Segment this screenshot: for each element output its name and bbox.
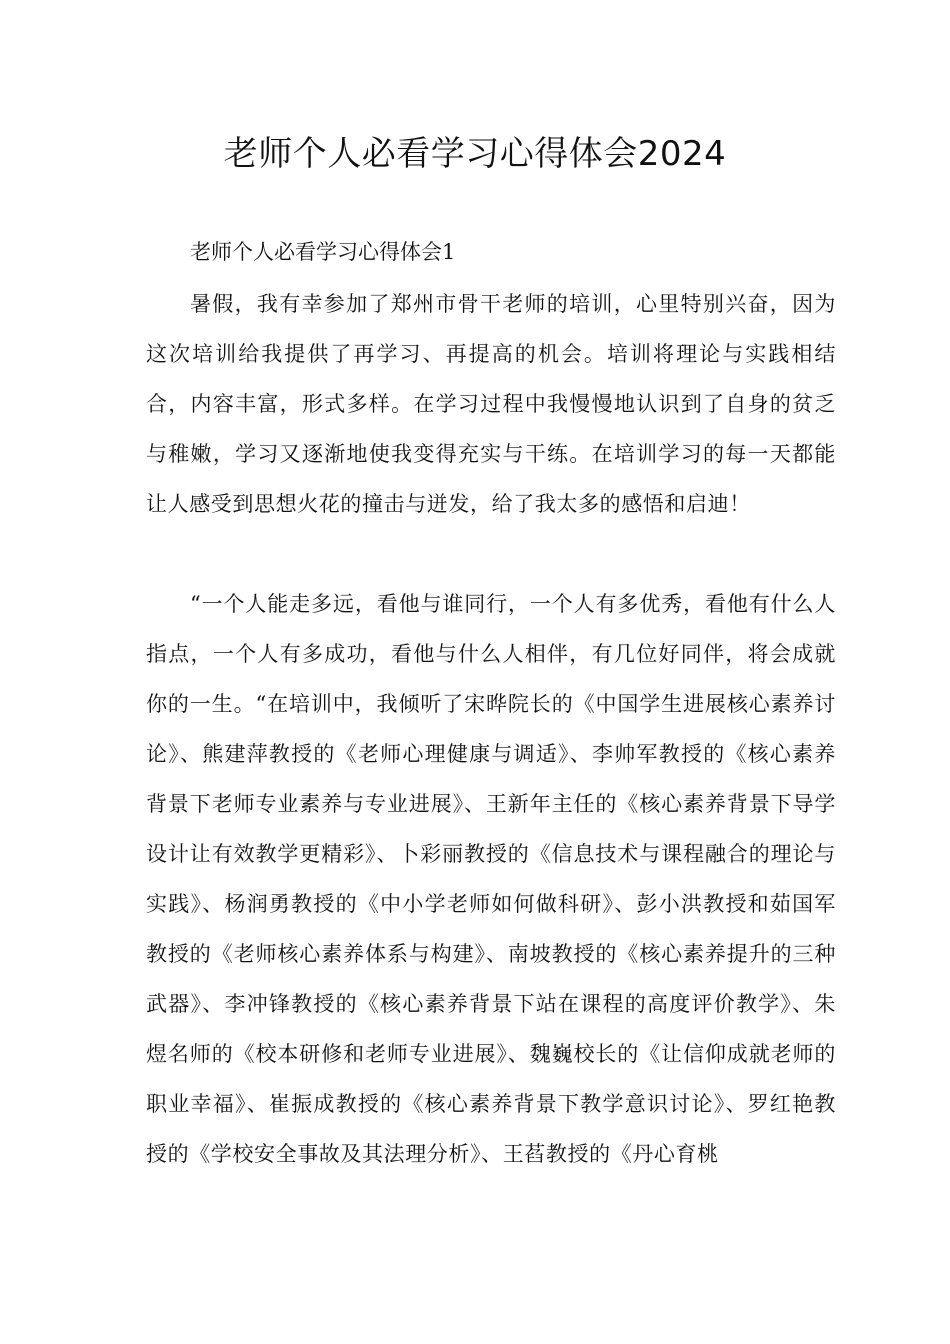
- section-heading: 老师个人必看学习心得体会1: [190, 240, 456, 264]
- body-paragraph-2: “一个人能走多远，看他与谁同行，一个人有多优秀，看他有什么人指点，一个人有多成功，看他与什么人相伴，有几位好同伴，将会成就你的一生。“在培训中，我倾听了宋晔院长的《中国学生进展核心素养讨论》、熊建萍教授的《老师心理健康与调适》、李帅军教授的《核心素养背景下老师专业素养与专业进展》、王新年主任的《核心素养背景下导学设计让有效教学更精彩》、卜彩丽教授的《信息技术与课程融合的理论与实践》、杨润勇教授的《中小学老师如何做科研》、彭小洪教授和茹国军教授的《老师核心素养体系与构建》、南坡教授的《核心素养提升的三种武器》、李冲锋教授的《核心素养背景下站在课程的高度评价教学》、朱煜名师的《校本研修和老师专业进展》、魏巍校长的《让信仰成就老师的职业幸福》、崔振成教授的《核心素养背景下教学意识讨论》、罗红艳教授的《学校安全事故及其法理分析》、王萏教授的《丹心育桃: [146, 592, 836, 1166]
- document-title: 老师个人必看学习心得体会2024: [223, 134, 727, 174]
- body-paragraph-1: 暑假，我有幸参加了郑州市骨干老师的培训，心里特别兴奋，因为这次培训给我提供了再学习、再提高的机会。培训将理论与实践相结合，内容丰富，形式多样。在学习过程中我慢慢地认识到了自身的贫乏与稚嫩，学习又逐渐地使我变得充实与干练。在培训学习的每一天都能让人感受到思想火花的撞击与迸发，给了我太多的感悟和启迪！: [146, 292, 836, 516]
